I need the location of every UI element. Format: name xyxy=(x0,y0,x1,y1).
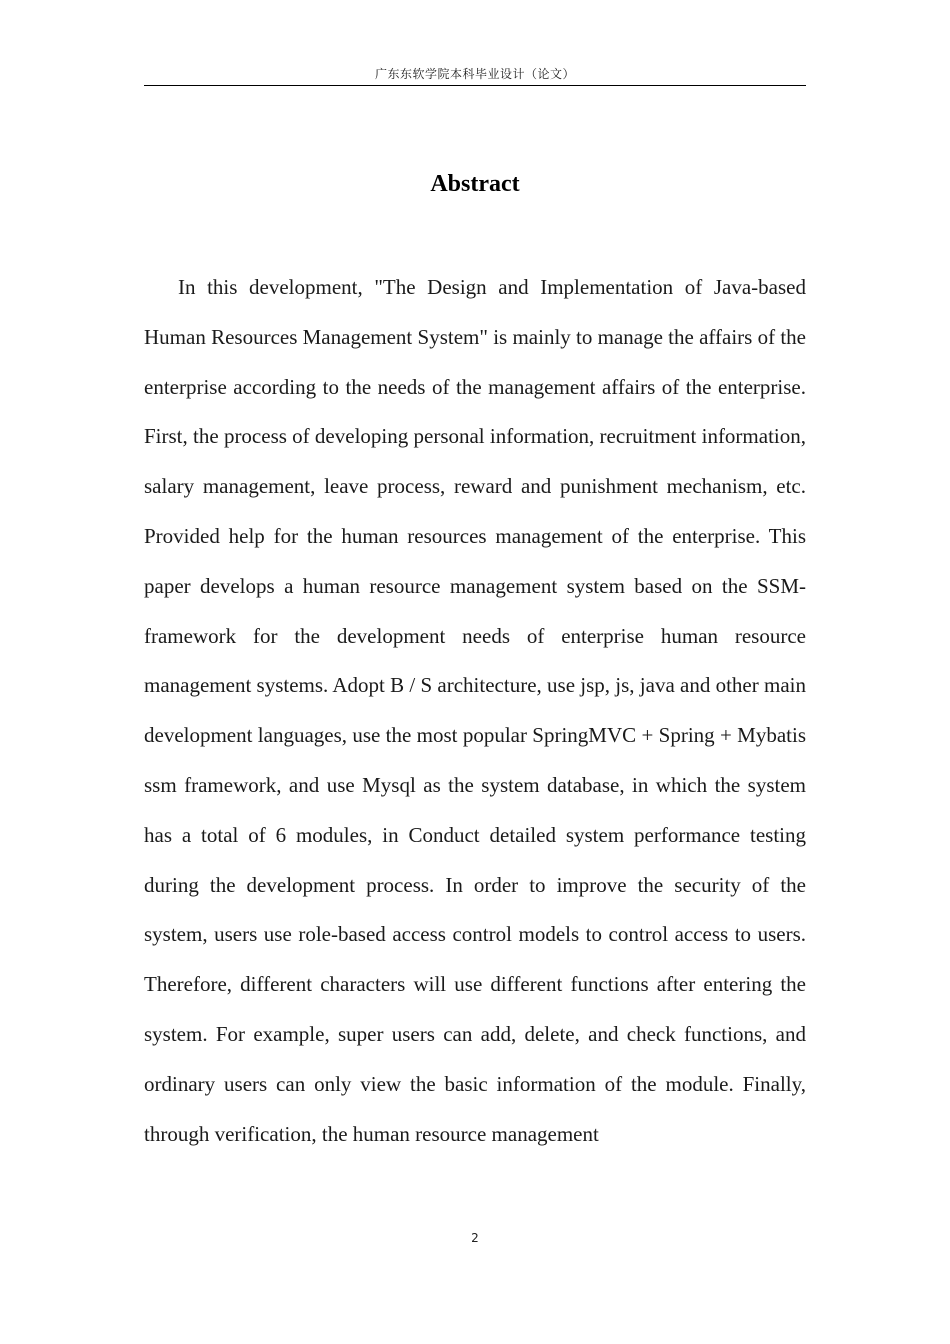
running-header: 广东东软学院本科毕业设计（论文） xyxy=(374,67,575,81)
section-title: Abstract xyxy=(430,171,520,197)
header-rule xyxy=(144,85,806,86)
page-number: 2 xyxy=(471,1231,479,1245)
abstract-paragraph: In this development, "The Design and Implementation of Java-based Human Resources Management System" is mainly to manage the affairs of the enterprise according to the needs of the management affairs of the enterprise. First, the process of developing personal information, recruitment information, salary management, leave process, reward and punishment mechanism, etc. Provided help for the human resources management of the enterprise. This paper develops a human resource management system based on the SSM-framework for the development needs of enterprise human resource management systems. Adopt B / S architecture, use jsp, js, java and other main development languages, use the most popular SpringMVC + Spring + Mybatis ssm framework, and use Mysql as the system database, in which the system has a total of 6 modules, in Conduct detailed system performance testing during the development process. In order to improve the security of the system, users use role-based access control models to control access to users. Therefore, different characters will use different functions after entering the system. For example, super users can add, delete, and check functions, and ordinary users can only view the basic information of the module. Finally, through verification, the human resource management xyxy=(144,275,806,1146)
